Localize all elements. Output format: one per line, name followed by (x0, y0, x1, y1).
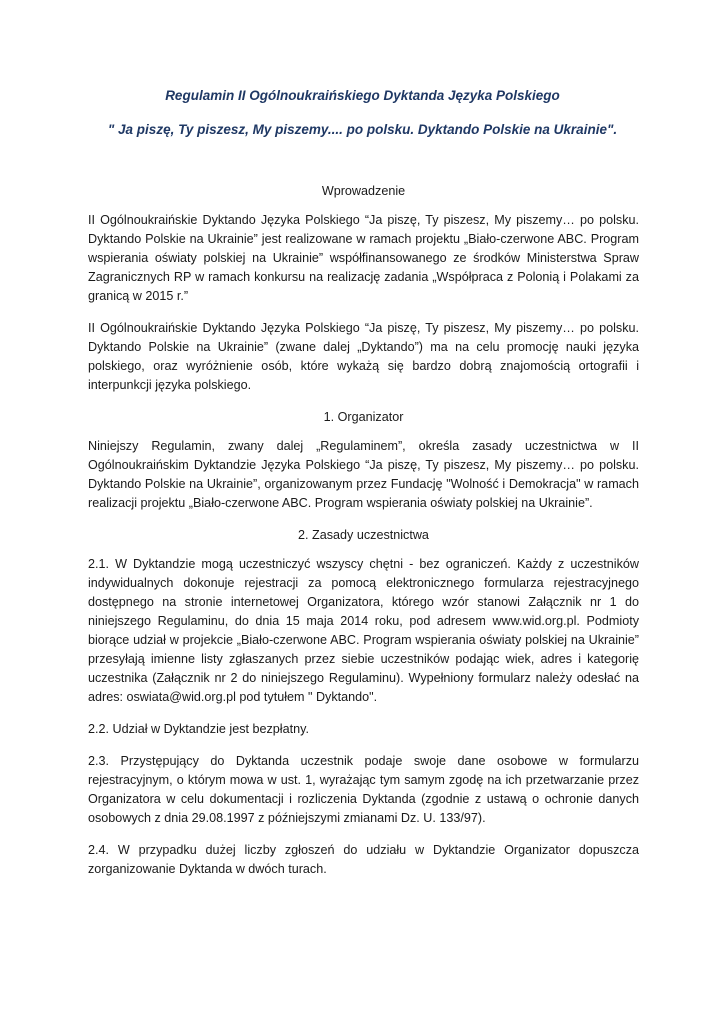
document-title: Regulamin II Ogólnoukraińskiego Dyktanda Języka Polskiego (165, 88, 560, 103)
rule-2-1: 2.1. W Dyktandzie mogą uczestniczyć wszyscy chętni - bez ograniczeń. Każdy z uczestników indywidualnych dokonuje rejestracji za pomocą elektronicznego formularza rejestracyjnego dostępnego na stronie internetowej Organizatora, którego wzór stanowi Załącznik nr 1 do niniejszego Regulaminu, do dnia 15 maja 2014 roku, pod adresem www.wid.org.pl. Podmioty biorące udział w projekcie „Biało-czerwone ABC. Program wspierania oświaty polskiej na Ukrainie” przesyłają imienne listy zgłaszanych przez siebie uczestników podając wiek, adres i kategorię uczestnika (Załącznik nr 2 do niniejszego Regulaminu). Wypełniony formularz należy odesłać na adres: oswiata@wid.org.pl pod tytułem " Dyktando". (88, 557, 639, 704)
heading-organizer: 1. Organizator (323, 410, 404, 424)
intro-paragraph-2: II Ogólnoukraińskie Dyktando Języka Polskiego “Ja piszę, Ty piszesz, My piszemy… po polsku. Dyktando Polskie na Ukrainie” (zwane dalej „Dyktando”) ma na celu promocję nauki języka polskiego, oraz wyróżnienie osób, które wykażą się bardzo dobrą znajomością ortografii i interpunkcji języka polskiego. (88, 321, 639, 392)
heading-rules: 2. Zasady uczestnictwa (298, 528, 429, 542)
rule-2-3: 2.3. Przystępujący do Dyktanda uczestnik podaje swoje dane osobowe w formularzu rejestracyjnym, o którym mowa w ust. 1, wyrażając tym samym zgodę na ich przetwarzanie przez Organizatora w celu dokumentacji i rozliczenia Dyktanda (zgodnie z ustawą o ochronie danych osobowych z dnia 29.08.1997 z późniejszymi zmianami Dz. U. 133/97). (88, 754, 639, 825)
rule-2-2: 2.2. Udział w Dyktandzie jest bezpłatny. (88, 722, 309, 736)
organizer-paragraph: Niniejszy Regulamin, zwany dalej „Regulaminem”, określa zasady uczestnictwa w II Ogólnoukraińskim Dyktandzie Języka Polskiego “Ja piszę, Ty piszesz, My piszemy… po polsku. Dyktando Polskie na Ukrainie”, organizowanym przez Fundację "Wolność i Demokracja" w ramach realizacji projektu „Biało-czerwone ABC. Program wspierania oświaty polskiej na Ukrainie”. (88, 439, 639, 510)
document-subtitle: " Ja piszę, Ty piszesz, My piszemy.... po polsku. Dyktando Polskie na Ukrainie". (107, 122, 618, 137)
intro-paragraph-1: II Ogólnoukraińskie Dyktando Języka Polskiego “Ja piszę, Ty piszesz, My piszemy… po polsku. Dyktando Polskie na Ukrainie” jest realizowane w ramach projektu „Biało-czerwone ABC. Program wspierania oświaty polskiej na Ukrainie” współfinansowanego ze środków Ministerstwa Spraw Zagranicznych RP w ramach konkursu na realizację zadania „Współpraca z Polonią i Polakami za granicą w 2015 r.” (88, 213, 639, 303)
rule-2-4: 2.4. W przypadku dużej liczby zgłoszeń do udziału w Dyktandzie Organizator dopuszcza zorganizowanie Dyktanda w dwóch turach. (88, 843, 639, 876)
heading-introduction: Wprowadzenie (321, 184, 406, 198)
document-body (88, 182, 639, 892)
